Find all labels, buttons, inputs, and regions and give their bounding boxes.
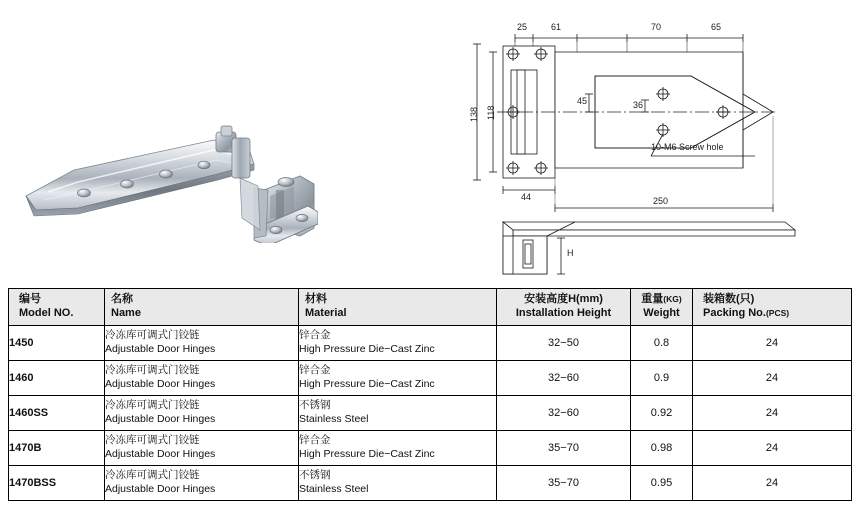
cell-material-cn: 不锈钢 — [299, 469, 331, 482]
cell-height: 32−60 — [497, 361, 631, 396]
cell-material — [299, 326, 497, 361]
cell-model: 1450 — [9, 326, 105, 361]
cell-name-cn: 冷冻库可调式门铰链 — [105, 399, 200, 412]
cell-name-cn: 冷冻库可调式门铰链 — [105, 469, 200, 482]
cell-material-en: High Pressure Die−Cast Zinc — [299, 448, 435, 460]
dim-label-65: 65 — [711, 22, 722, 32]
header-model-cn: 编号 — [19, 293, 41, 306]
cell-material-en: High Pressure Die−Cast Zinc — [299, 343, 435, 355]
cell-material-cn: 锌合金 — [299, 364, 331, 377]
dim-label-138: 138 — [469, 106, 479, 122]
cell-name-cn: 冷冻库可调式门铰链 — [105, 329, 200, 342]
header-material — [299, 289, 497, 326]
cell-name-cn: 冷冻库可调式门铰链 — [105, 434, 200, 447]
table-row — [9, 396, 852, 431]
specification-table — [8, 288, 852, 501]
table-row — [9, 466, 852, 501]
dim-label-250: 250 — [653, 196, 669, 206]
header-height-en: Installation Height — [515, 307, 612, 319]
cell-packing: 24 — [693, 466, 852, 501]
header-material-en: Material — [305, 307, 347, 319]
header-weight — [631, 289, 693, 326]
cell-material-en: High Pressure Die−Cast Zinc — [299, 378, 435, 390]
cell-material — [299, 466, 497, 501]
dim-label-25: 25 — [517, 22, 528, 32]
cell-name — [105, 466, 299, 501]
cell-material-cn: 锌合金 — [299, 434, 331, 447]
cell-weight: 0.98 — [631, 431, 693, 466]
cell-material-en: Stainless Steel — [299, 413, 369, 425]
cell-weight: 0.92 — [631, 396, 693, 431]
cell-name-cn: 冷冻库可调式门铰链 — [105, 364, 200, 377]
cell-packing: 24 — [693, 326, 852, 361]
cell-name-en: Adjustable Door Hinges — [105, 413, 216, 425]
header-weight-cn — [637, 293, 686, 307]
header-name-en: Name — [111, 307, 141, 319]
dim-label-118: 118 — [486, 105, 496, 120]
cell-packing: 24 — [693, 396, 852, 431]
cell-weight: 0.8 — [631, 326, 693, 361]
header-packing — [693, 289, 852, 326]
cell-material-cn: 不锈钢 — [299, 399, 331, 412]
header-packing-en — [703, 307, 845, 321]
header-height — [497, 289, 631, 326]
product-photo-svg — [18, 78, 318, 243]
dim-label-44: 44 — [521, 192, 532, 202]
cell-packing: 24 — [693, 361, 852, 396]
cell-material-en: Stainless Steel — [299, 483, 369, 495]
header-weight-unit: (KG) — [663, 294, 682, 305]
header-material-cn: 材料 — [305, 293, 327, 306]
header-packing-en-text: Packing No. — [703, 307, 766, 319]
header-height-cn: 安装高度H(mm) — [524, 293, 603, 306]
header-name-cn: 名称 — [111, 293, 133, 306]
cell-name-en: Adjustable Door Hinges — [105, 448, 216, 460]
header-packing-cn-text: 装箱数 — [703, 293, 736, 306]
dim-label-61: 61 — [551, 22, 562, 32]
header-weight-en: Weight — [643, 307, 680, 319]
header-name — [105, 289, 299, 326]
table-row — [9, 361, 852, 396]
cell-material — [299, 396, 497, 431]
cell-name — [105, 326, 299, 361]
product-photo — [18, 78, 318, 243]
cell-name — [105, 431, 299, 466]
cell-height: 35−70 — [497, 431, 631, 466]
technical-drawing — [455, 8, 851, 280]
cell-model: 1470BSS — [9, 466, 105, 501]
cell-height: 32−50 — [497, 326, 631, 361]
dim-label-36: 36 — [633, 100, 644, 110]
cell-packing: 24 — [693, 431, 852, 466]
header-model-en: Model NO. — [19, 307, 74, 319]
dim-label-45: 45 — [577, 96, 588, 106]
cell-material-cn: 锌合金 — [299, 329, 331, 342]
cell-name — [105, 396, 299, 431]
cell-weight: 0.9 — [631, 361, 693, 396]
cell-height: 35−70 — [497, 466, 631, 501]
dim-label-70: 70 — [651, 22, 662, 32]
cell-name-en: Adjustable Door Hinges — [105, 483, 216, 495]
cell-material — [299, 431, 497, 466]
header-model — [9, 289, 105, 326]
header-packing-en-unit: (PCS) — [765, 308, 790, 318]
cell-material — [299, 361, 497, 396]
cell-height: 32−60 — [497, 396, 631, 431]
cell-model: 1460 — [9, 361, 105, 396]
cell-name — [105, 361, 299, 396]
cell-name-en: Adjustable Door Hinges — [105, 378, 216, 390]
cell-model: 1470B — [9, 431, 105, 466]
header-weight-cn-text: 重量 — [641, 293, 664, 306]
screw-hole-annotation: 10-M6 Screw hole — [651, 142, 724, 152]
cell-weight: 0.95 — [631, 466, 693, 501]
table-header-row — [9, 289, 852, 326]
table-row — [9, 431, 852, 466]
cell-model: 1460SS — [9, 396, 105, 431]
table-row — [9, 326, 852, 361]
dim-label-H: H — [567, 248, 574, 258]
header-packing-cn — [703, 293, 845, 307]
header-packing-cn-unit: (只) — [736, 293, 755, 306]
cell-name-en: Adjustable Door Hinges — [105, 343, 216, 355]
